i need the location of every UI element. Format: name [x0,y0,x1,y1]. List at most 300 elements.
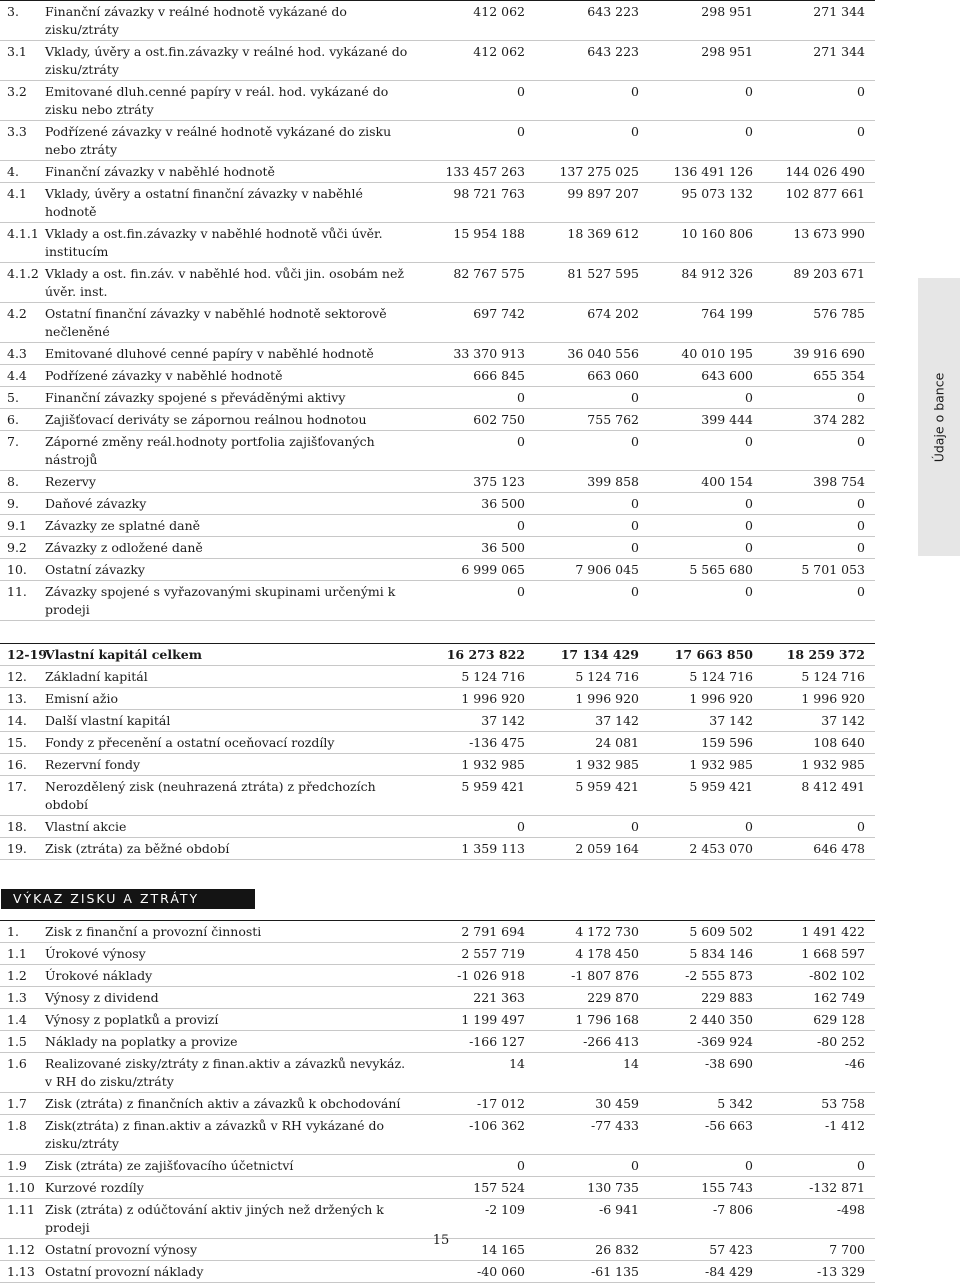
value-cell-4: 5 701 053 [753,559,875,581]
value-cell-1: -40 060 [411,1261,525,1283]
value-cell-2: 36 040 556 [525,343,639,365]
value-cell-1: 1 359 113 [411,838,525,860]
row-code: 3. [0,1,41,41]
table-row [0,1053,875,1093]
value-cell-1: 412 062 [411,1,525,41]
row-label: Zisk (ztráta) z finančních aktiv a závazků k obchodování [45,1096,401,1111]
row-label: Závazky ze splatné daně [45,518,201,533]
value-cell-4: 37 142 [753,710,875,732]
value-cell-3: -369 924 [639,1031,753,1053]
value-cell-2: -266 413 [525,1031,639,1053]
row-label: Zisk z finanční a provozní činnosti [45,924,262,939]
value-cell-2: 0 [525,537,639,559]
value-cell-2: 1 796 168 [525,1009,639,1031]
value-cell-3: 1 996 920 [639,688,753,710]
row-label-cell [41,1009,411,1031]
value-cell-3: -84 429 [639,1261,753,1283]
value-cell-3: 5 834 146 [639,943,753,965]
value-cell-3: 0 [639,515,753,537]
row-code: 1.5 [0,1031,41,1053]
row-label-cell [41,431,411,471]
row-label-cell [41,343,411,365]
value-cell-1: 5 124 716 [411,666,525,688]
row-label-cell [41,816,411,838]
row-code: 13. [0,688,41,710]
value-cell-1: 82 767 575 [411,263,525,303]
value-cell-2: 0 [525,581,639,621]
value-cell-1: 375 123 [411,471,525,493]
row-label-cell [41,559,411,581]
value-cell-3: 0 [639,816,753,838]
table-row [0,515,875,537]
row-label-cell [41,1115,411,1155]
row-code: 12. [0,666,41,688]
value-cell-4: -13 329 [753,1261,875,1283]
value-cell-3: 5 959 421 [639,776,753,816]
row-label: Ostatní provozní výnosy [45,1242,198,1257]
value-cell-2: 81 527 595 [525,263,639,303]
value-cell-4: 646 478 [753,838,875,860]
row-label-cell [41,471,411,493]
row-code: 4. [0,161,41,183]
row-code: 3.2 [0,81,41,121]
value-cell-4: 0 [753,581,875,621]
table-row [0,943,875,965]
table-row [0,81,875,121]
row-code: 1. [0,921,41,943]
row-label-cell [41,223,411,263]
value-cell-1: 0 [411,581,525,621]
row-label-cell [41,1053,411,1093]
value-cell-1: 0 [411,816,525,838]
value-cell-1: 33 370 913 [411,343,525,365]
row-code: 1.13 [0,1261,41,1283]
value-cell-3: 0 [639,581,753,621]
value-cell-3: -2 555 873 [639,965,753,987]
row-label-cell [41,387,411,409]
row-label-cell [41,409,411,431]
value-cell-4: 5 124 716 [753,666,875,688]
row-label-cell [41,644,411,666]
value-cell-3: 5 565 680 [639,559,753,581]
row-label: Vklady, úvěry a ost.fin.závazky v reálné hod. vykázané do zisku/ztráty [45,44,408,77]
value-cell-3: 37 142 [639,710,753,732]
table-row [0,471,875,493]
value-cell-3: 0 [639,81,753,121]
value-cell-4: 108 640 [753,732,875,754]
row-label-cell [41,688,411,710]
row-code: 3.3 [0,121,41,161]
value-cell-1: -166 127 [411,1031,525,1053]
table-row [0,1009,875,1031]
table-row [0,183,875,223]
value-cell-3: 5 342 [639,1093,753,1115]
value-cell-1: 36 500 [411,537,525,559]
row-code: 4.1.1 [0,223,41,263]
row-label-cell [41,921,411,943]
value-cell-3: 10 160 806 [639,223,753,263]
value-cell-1: 133 457 263 [411,161,525,183]
value-cell-1: 0 [411,387,525,409]
value-cell-2: 17 134 429 [525,644,639,666]
value-cell-1: 14 [411,1053,525,1093]
row-label: Výnosy z dividend [45,990,159,1005]
value-cell-2: 1 996 920 [525,688,639,710]
value-cell-1: 0 [411,431,525,471]
row-code: 9. [0,493,41,515]
table-row [0,365,875,387]
value-cell-1: 6 999 065 [411,559,525,581]
value-cell-3: 400 154 [639,471,753,493]
row-code: 4.1 [0,183,41,223]
value-cell-4: 0 [753,1155,875,1177]
table-row [0,732,875,754]
value-cell-1: 0 [411,1155,525,1177]
value-cell-2: -77 433 [525,1115,639,1155]
value-cell-3: 0 [639,431,753,471]
row-label-cell [41,838,411,860]
row-label-cell [41,1093,411,1115]
row-label: Náklady na poplatky a provize [45,1034,238,1049]
value-cell-1: 157 524 [411,1177,525,1199]
row-label: Vklady a ost. fin.záv. v naběhlé hod. vůči jin. osobám než úvěr. inst. [45,266,404,299]
value-cell-4: -132 871 [753,1177,875,1199]
value-cell-4: 629 128 [753,1009,875,1031]
value-cell-3: 0 [639,1155,753,1177]
row-label-cell [41,732,411,754]
value-cell-4: 162 749 [753,987,875,1009]
row-code: 17. [0,776,41,816]
value-cell-3: 229 883 [639,987,753,1009]
value-cell-2: 0 [525,431,639,471]
value-cell-1: 2 557 719 [411,943,525,965]
table-row [0,41,875,81]
row-label: Úrokové výnosy [45,946,146,961]
value-cell-4: 0 [753,493,875,515]
table-row [0,666,875,688]
row-code: 1.4 [0,1009,41,1031]
row-code: 4.1.2 [0,263,41,303]
value-cell-2: 0 [525,493,639,515]
value-cell-1: 0 [411,81,525,121]
value-cell-3: 298 951 [639,1,753,41]
page-number: 15 [432,1233,450,1248]
value-cell-1: 1 996 920 [411,688,525,710]
value-cell-1: -106 362 [411,1115,525,1155]
value-cell-1: 1 932 985 [411,754,525,776]
row-label-cell [41,183,411,223]
row-code: 1.12 [0,1239,41,1261]
row-label: Základní kapitál [45,669,148,684]
row-label-cell [41,666,411,688]
table-row [0,493,875,515]
side-tab-label: Údaje o bance [931,372,947,462]
row-label-cell [41,987,411,1009]
value-cell-4: 0 [753,515,875,537]
value-cell-3: 57 423 [639,1239,753,1261]
value-cell-2: 0 [525,816,639,838]
value-cell-4: 271 344 [753,41,875,81]
row-label-cell [41,1,411,41]
row-label-cell [41,754,411,776]
row-label: Podřízené závazky v reálné hodnotě vykázané do zisku nebo ztráty [45,124,392,157]
table-row [0,1093,875,1115]
row-label: Úrokové náklady [45,968,153,983]
value-cell-1: 602 750 [411,409,525,431]
row-code: 9.1 [0,515,41,537]
row-label: Finanční závazky v naběhlé hodnotě [45,164,275,179]
value-cell-2: 18 369 612 [525,223,639,263]
value-cell-1: 221 363 [411,987,525,1009]
row-code: 5. [0,387,41,409]
row-label: Zisk(ztráta) z finan.aktiv a závazků v RH vykázané do zisku/ztráty [45,1118,385,1151]
value-cell-4: 8 412 491 [753,776,875,816]
side-section-tab [918,278,960,556]
table-row [0,754,875,776]
value-cell-2: 26 832 [525,1239,639,1261]
value-cell-4: 1 668 597 [753,943,875,965]
value-cell-4: 13 673 990 [753,223,875,263]
value-cell-3: 84 912 326 [639,263,753,303]
value-cell-4: -80 252 [753,1031,875,1053]
row-code: 1.11 [0,1199,41,1239]
row-label-cell [41,365,411,387]
table-row [0,581,875,621]
value-cell-1: 0 [411,121,525,161]
value-cell-2: 674 202 [525,303,639,343]
row-code: 1.2 [0,965,41,987]
value-cell-1: 666 845 [411,365,525,387]
value-cell-1: -136 475 [411,732,525,754]
value-cell-2: 399 858 [525,471,639,493]
value-cell-4: -498 [753,1199,875,1239]
row-label: Ostatní finanční závazky v naběhlé hodnotě sektorově nečleněné [45,306,387,339]
row-label-cell [41,515,411,537]
table-row [0,965,875,987]
row-label-cell [41,581,411,621]
value-cell-2: 0 [525,81,639,121]
row-label: Fondy z přecenění a ostatní oceňovací rozdíly [45,735,335,750]
value-cell-1: 5 959 421 [411,776,525,816]
value-cell-3: 764 199 [639,303,753,343]
value-cell-2: 0 [525,515,639,537]
value-cell-3: 95 073 132 [639,183,753,223]
value-cell-4: -802 102 [753,965,875,987]
row-label: Rezervní fondy [45,757,141,772]
table-row [0,559,875,581]
value-cell-2: 130 735 [525,1177,639,1199]
row-label: Zajišťovací deriváty se zápornou reálnou hodnotou [45,412,367,427]
value-cell-3: 2 453 070 [639,838,753,860]
value-cell-2: 30 459 [525,1093,639,1115]
row-code: 7. [0,431,41,471]
row-code: 1.10 [0,1177,41,1199]
value-cell-1: 15 954 188 [411,223,525,263]
value-cell-2: 7 906 045 [525,559,639,581]
value-cell-2: 2 059 164 [525,838,639,860]
value-cell-4: 0 [753,816,875,838]
row-label: Vklady, úvěry a ostatní finanční závazky v naběhlé hodnotě [45,186,363,219]
value-cell-4: 1 491 422 [753,921,875,943]
row-code: 10. [0,559,41,581]
row-code: 9.2 [0,537,41,559]
value-cell-2: -61 135 [525,1261,639,1283]
value-cell-2: 0 [525,121,639,161]
row-label: Zisk (ztráta) ze zajišťovacího účetnictví [45,1158,294,1173]
value-cell-2: 5 124 716 [525,666,639,688]
income-statement-heading: VÝKAZ ZISKU A ZTRÁTY [1,889,255,909]
liabilities-table [0,0,875,621]
row-label-cell [41,710,411,732]
row-code: 1.6 [0,1053,41,1093]
value-cell-2: -1 807 876 [525,965,639,987]
row-code: 11. [0,581,41,621]
row-label: Realizované zisky/ztráty z finan.aktiv a závazků nevykáz. v RH do zisku/ztráty [45,1056,406,1089]
row-code: 15. [0,732,41,754]
value-cell-3: 0 [639,537,753,559]
value-cell-4: 102 877 661 [753,183,875,223]
value-cell-2: 24 081 [525,732,639,754]
value-cell-3: 2 440 350 [639,1009,753,1031]
row-label: Závazky spojené s vyřazovanými skupinami určenými k prodeji [45,584,396,617]
value-cell-4: 398 754 [753,471,875,493]
row-label: Daňové závazky [45,496,147,511]
row-label-cell [41,81,411,121]
value-cell-3: -38 690 [639,1053,753,1093]
value-cell-4: 0 [753,121,875,161]
row-label: Nerozdělený zisk (neuhrazená ztráta) z předchozích období [45,779,376,812]
value-cell-1: 16 273 822 [411,644,525,666]
value-cell-3: 155 743 [639,1177,753,1199]
row-code: 1.7 [0,1093,41,1115]
row-label: Zisk (ztráta) z odúčtování aktiv jiných než držených k prodeji [45,1202,384,1235]
value-cell-3: -56 663 [639,1115,753,1155]
row-code: 4.2 [0,303,41,343]
row-code: 8. [0,471,41,493]
value-cell-4: 53 758 [753,1093,875,1115]
value-cell-3: 5 609 502 [639,921,753,943]
row-label: Zisk (ztráta) za běžné období [45,841,230,856]
value-cell-1: 36 500 [411,493,525,515]
table-row [0,387,875,409]
value-cell-2: 663 060 [525,365,639,387]
table-row [0,921,875,943]
value-cell-1: 412 062 [411,41,525,81]
value-cell-3: 399 444 [639,409,753,431]
value-cell-2: 755 762 [525,409,639,431]
value-cell-2: 4 172 730 [525,921,639,943]
value-cell-2: 14 [525,1053,639,1093]
value-cell-1: 98 721 763 [411,183,525,223]
value-cell-2: 99 897 207 [525,183,639,223]
value-cell-3: 0 [639,493,753,515]
value-cell-4: 0 [753,537,875,559]
value-cell-4: 0 [753,431,875,471]
value-cell-3: 0 [639,387,753,409]
row-label: Finanční závazky v reálné hodnotě vykázané do zisku/ztráty [45,4,347,37]
value-cell-3: 136 491 126 [639,161,753,183]
table-row [0,1031,875,1053]
row-code: 4.3 [0,343,41,365]
value-cell-1: 2 791 694 [411,921,525,943]
value-cell-4: 0 [753,81,875,121]
row-label: Emisní ažio [45,691,118,706]
value-cell-3: 1 932 985 [639,754,753,776]
row-code: 16. [0,754,41,776]
value-cell-1: -1 026 918 [411,965,525,987]
row-label: Finanční závazky spojené s převáděnými aktivy [45,390,346,405]
value-cell-4: 1 996 920 [753,688,875,710]
value-cell-2: 0 [525,1155,639,1177]
row-label: Ostatní provozní náklady [45,1264,204,1279]
row-label: Závazky z odložené daně [45,540,203,555]
row-label-cell [41,1177,411,1199]
value-cell-2: 229 870 [525,987,639,1009]
row-label-cell [41,537,411,559]
table-row [0,161,875,183]
value-cell-1: -2 109 [411,1199,525,1239]
row-label-cell [41,943,411,965]
row-code: 4.4 [0,365,41,387]
table-row [0,688,875,710]
value-cell-4: 18 259 372 [753,644,875,666]
row-code: 1.1 [0,943,41,965]
row-label-cell [41,263,411,303]
value-cell-2: -6 941 [525,1199,639,1239]
value-cell-2: 643 223 [525,41,639,81]
row-label-cell [41,121,411,161]
value-cell-4: 374 282 [753,409,875,431]
value-cell-3: -7 806 [639,1199,753,1239]
row-code: 18. [0,816,41,838]
row-label: Emitované dluh.cenné papíry v reál. hod. vykázané do zisku nebo ztráty [45,84,389,117]
row-code: 3.1 [0,41,41,81]
table-row [0,409,875,431]
value-cell-1: 697 742 [411,303,525,343]
value-cell-3: 0 [639,121,753,161]
table-row [0,1261,875,1283]
row-code: 1.8 [0,1115,41,1155]
row-label-cell [41,1155,411,1177]
table-row [0,987,875,1009]
value-cell-3: 5 124 716 [639,666,753,688]
table-row [0,1177,875,1199]
row-label: Rezervy [45,474,96,489]
table-row [0,537,875,559]
row-label: Vklady a ost.fin.závazky v naběhlé hodnotě vůči úvěr. institucím [45,226,383,259]
table-row [0,710,875,732]
value-cell-2: 1 932 985 [525,754,639,776]
table-row [0,644,875,666]
value-cell-3: 17 663 850 [639,644,753,666]
row-label: Podřízené závazky v naběhlé hodnotě [45,368,283,383]
row-code: 19. [0,838,41,860]
table-row [0,1155,875,1177]
table-row [0,431,875,471]
table-row [0,816,875,838]
value-cell-3: 159 596 [639,732,753,754]
table-row [0,1,875,41]
value-cell-4: 576 785 [753,303,875,343]
value-cell-2: 0 [525,387,639,409]
table-row [0,223,875,263]
value-cell-2: 643 223 [525,1,639,41]
table-row [0,1115,875,1155]
value-cell-4: 0 [753,387,875,409]
row-code: 1.9 [0,1155,41,1177]
row-code: 14. [0,710,41,732]
table-row [0,263,875,303]
